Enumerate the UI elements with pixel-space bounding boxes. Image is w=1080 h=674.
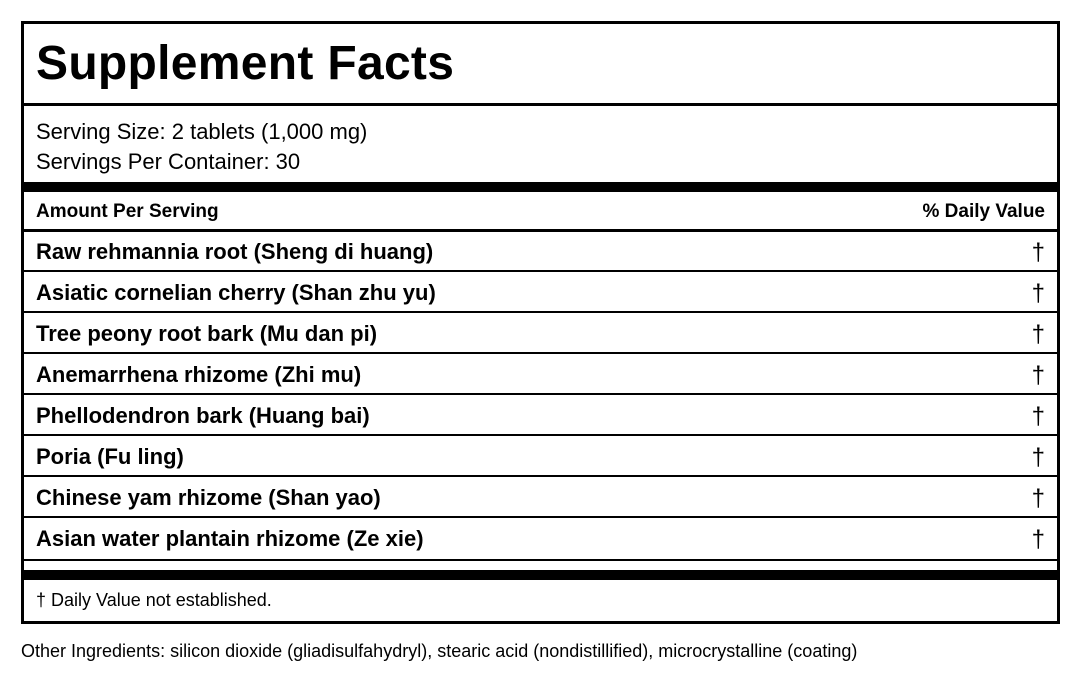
serving-size: Serving Size: 2 tablets (1,000 mg) bbox=[36, 119, 368, 144]
header-amount-per-serving: Amount Per Serving bbox=[36, 201, 219, 222]
daily-value-dagger: † bbox=[1031, 362, 1045, 389]
page-title: Supplement Facts bbox=[36, 37, 455, 90]
servings-per-container: Servings Per Container: 30 bbox=[36, 149, 301, 174]
ingredient-row bbox=[24, 355, 1057, 396]
ingredient-row bbox=[24, 232, 1057, 273]
daily-value-dagger: † bbox=[1031, 321, 1045, 348]
divider-title bbox=[24, 103, 1057, 106]
divider-row bbox=[24, 270, 1057, 272]
footnote: † Daily Value not established. bbox=[36, 590, 272, 610]
divider-row bbox=[24, 559, 1057, 561]
daily-value-dagger: † bbox=[1031, 526, 1045, 553]
ingredient-name: Phellodendron bark (Huang bai) bbox=[36, 403, 370, 428]
divider-row bbox=[24, 516, 1057, 518]
header-daily-value: % Daily Value bbox=[922, 201, 1045, 222]
daily-value-dagger: † bbox=[1031, 444, 1045, 471]
ingredient-name: Raw rehmannia root (Sheng di huang) bbox=[36, 239, 434, 264]
ingredient-name: Asian water plantain rhizome (Ze xie) bbox=[36, 526, 424, 551]
divider-row bbox=[24, 475, 1057, 477]
title-row bbox=[24, 24, 1057, 104]
daily-value-dagger: † bbox=[1031, 403, 1045, 430]
ingredient-name: Asiatic cornelian cherry (Shan zhu yu) bbox=[36, 280, 436, 305]
other-ingredients: Other Ingredients: silicon dioxide (gliadisulfahydryl), stearic acid (nondistillified), microcrystalline (coating) bbox=[21, 641, 858, 661]
ingredient-name: Anemarrhena rhizome (Zhi mu) bbox=[36, 362, 362, 387]
ingredient-row bbox=[24, 519, 1057, 560]
divider-row bbox=[24, 393, 1057, 395]
supplement-facts-panel bbox=[21, 21, 1060, 624]
divider-thick-top bbox=[24, 182, 1057, 192]
ingredient-row bbox=[24, 314, 1057, 355]
divider-row bbox=[24, 352, 1057, 354]
ingredient-name: Poria (Fu ling) bbox=[36, 444, 184, 469]
divider-row bbox=[24, 311, 1057, 313]
divider-thick-bottom bbox=[24, 570, 1057, 580]
daily-value-dagger: † bbox=[1031, 280, 1045, 307]
daily-value-dagger: † bbox=[1031, 239, 1045, 266]
ingredient-name: Chinese yam rhizome (Shan yao) bbox=[36, 485, 381, 510]
divider-row bbox=[24, 434, 1057, 436]
ingredient-row bbox=[24, 396, 1057, 437]
ingredient-name: Tree peony root bark (Mu dan pi) bbox=[36, 321, 378, 346]
daily-value-dagger: † bbox=[1031, 485, 1045, 512]
ingredient-row bbox=[24, 273, 1057, 314]
ingredient-row bbox=[24, 478, 1057, 519]
ingredient-row bbox=[24, 437, 1057, 478]
